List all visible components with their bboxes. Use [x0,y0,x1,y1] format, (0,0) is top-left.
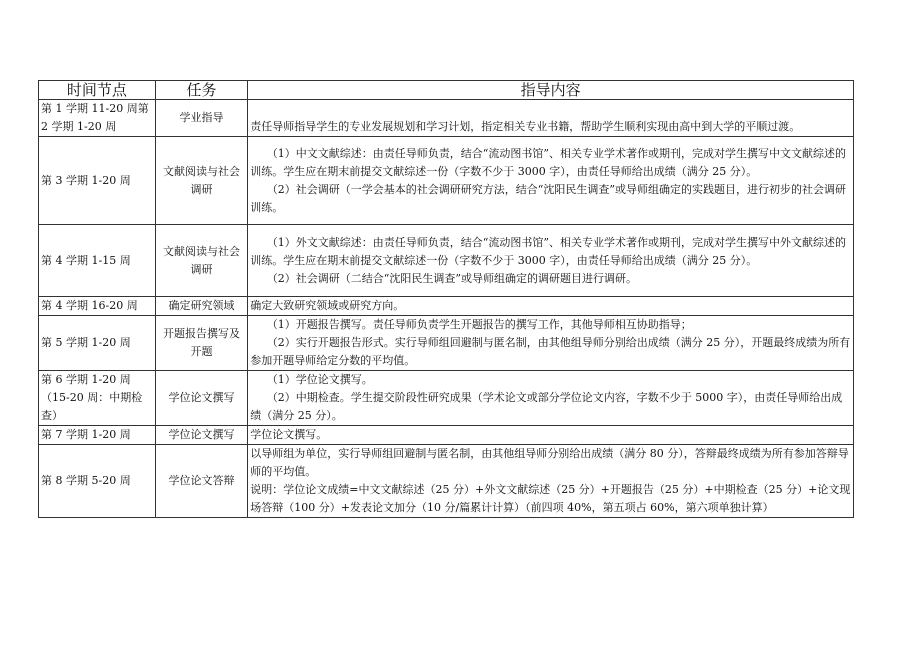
table-row [39,316,854,371]
time-cell: 第 6 学期 1-20 周（15-20 周：中期检查） [39,371,156,426]
guide-paragraph: （1）外文文献综述：由责任导师负责，结合“流动图书馆”、相关专业学术著作或期刊，完成对学生撰写中外文献综述的训练。学生应在期末前提交文献综述一份（字数不少于 3000 字），由责任导师给出成绩（满分 25 分）。 [250,235,847,267]
task-cell: 文献阅读与社会调研 [155,225,248,297]
task-cell: 学业指导 [155,100,248,137]
time-cell: 第 4 学期 1-15 周 [39,225,156,297]
task-cell: 确定研究领域 [155,297,248,316]
guide-cell [248,225,854,297]
task-cell: 学位论文撰写 [155,371,248,426]
header-guide: 指导内容 [248,81,854,100]
table-row [39,445,854,518]
guide-cell [248,297,854,316]
time-cell: 第 1 学期 11-20 周第 2 学期 1-20 周 [39,100,156,137]
guide-paragraph: （1）中文文献综述：由责任导师负责，结合“流动图书馆”、相关专业学术著作或期刊，完成对学生撰写中文文献综述的训练。学生应在期末前提交文献综述一份（字数不少于 3000 字），由责任导师给出成绩（满分 25 分）。 [250,146,847,178]
time-cell: 第 4 学期 16-20 周 [39,297,156,316]
task-cell: 文献阅读与社会调研 [155,137,248,225]
table-row [39,225,854,297]
task-cell: 学位论文撰写 [155,426,248,445]
guide-cell [248,100,854,137]
time-cell: 第 5 学期 1-20 周 [39,316,156,371]
guide-paragraph: （2）实行开题报告形式。实行导师组回避制与匿名制，由其他组导师分别给出成绩（满分 25 分），开题最终成绩为所有参加开题导师给定分数的平均值。 [250,336,851,367]
guide-paragraph: （1）开题报告撰写。责任导师负责学生开题报告的撰写工作，其他导师相互协助指导； [266,318,692,331]
guide-paragraph: 确定大致研究领域或研究方向。 [250,299,405,312]
guide-cell [248,316,854,371]
table-row [39,426,854,445]
guide-paragraph: 说明：学位论文成绩=中文文献综述（25 分）+外文文献综述（25 分）+开题报告（25 分）+中期检查（25 分）+论文现场答辩（100 分）+发表论文加分（10 分/篇累计计算）（前四项 40%，第五项占 60%，第六项单独计算） [250,483,851,514]
time-cell: 第 3 学期 1-20 周 [39,137,156,225]
guide-cell [248,426,854,445]
guide-paragraph: 以导师组为单位，实行导师组回避制与匿名制，由其他组导师分别给出成绩（满分 80 分），答辩最终成绩为所有参加答辩导师的平均值。 [250,447,849,478]
time-cell: 第 8 学期 5-20 周 [39,445,156,518]
guidance-schedule-table [38,80,854,518]
guide-cell [248,137,854,225]
header-row [39,81,854,100]
guide-cell [248,371,854,426]
guide-paragraph: （1）学位论文撰写。 [266,373,373,386]
task-cell: 开题报告撰写及开题 [155,316,248,371]
table-row [39,100,854,137]
header-time: 时间节点 [39,81,156,100]
time-cell: 第 7 学期 1-20 周 [39,426,156,445]
header-task: 任务 [155,81,248,100]
table-row [39,371,854,426]
guide-paragraph: （2）社会调研（一学会基本的社会调研研究方法，结合“沈阳民生调查”或导师组确定的实践题目，进行初步的社会调研训练。 [250,182,847,214]
guide-paragraph: （2）社会调研（二结合“沈阳民生调查”或导师组确定的调研题目进行调研。 [266,271,638,285]
table-row [39,297,854,316]
task-cell: 学位论文答辩 [155,445,248,518]
table-row [39,137,854,225]
guide-cell [248,445,854,518]
guide-paragraph: （2）中期检查。学生提交阶段性研究成果（学术论文或部分学位论文内容，字数不少于 5000 字），由责任导师给出成绩（满分 25 分）。 [250,391,843,422]
guide-paragraph: 责任导师指导学生的专业发展规划和学习计划，指定相关专业书籍，帮助学生顺利实现由高中到大学的平顺过渡。 [250,120,801,133]
guide-paragraph: 学位论文撰写。 [250,428,328,441]
